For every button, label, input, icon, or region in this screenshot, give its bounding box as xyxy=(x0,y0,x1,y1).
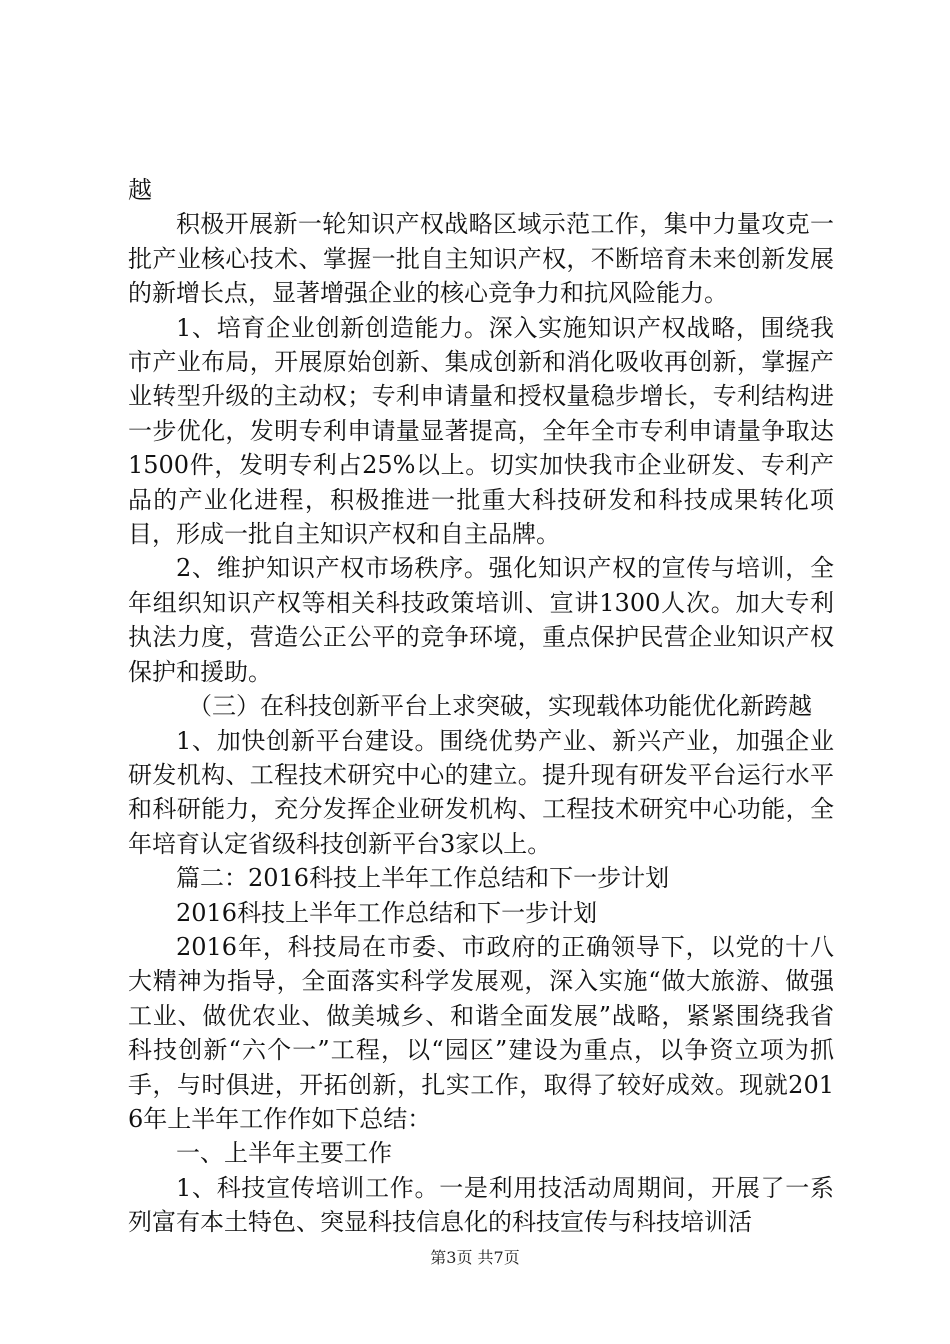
paragraph-item-1: 1、培育企业创新创造能力。深入实施知识产权战略，围绕我市产业布局，开展原始创新、集成创新和消化吸收再创新，掌握产业转型升级的主动权；专利申请量和授权量稳步增长，专利结构进一步优化，发明专利申请量显著提高，全年全市专利申请量争取达1500件，发明专利占25%以上。切实加快我市企业研发、专利产品的产业化进程，积极推进一批重大科技研发和科技成果转化项目，形成一批自主知识产权和自主品牌。 xyxy=(128,313,834,549)
paragraph-intro: 积极开展新一轮知识产权战略区域示范工作，集中力量攻克一批产业核心技术、掌握一批自主知识产权，不断培育未来创新发展的新增长点，显著增强企业的核心竞争力和抗风险能力。 xyxy=(128,210,834,308)
paragraph-platform: 1、加快创新平台建设。围绕优势产业、新兴产业，加强企业研发机构、工程技术研究中心的建立。提升现有研发平台运行水平和科研能力，充分发挥企业研发机构、工程技术研究中心功能，全年培育认定省级科技创新平台3家以上。 xyxy=(128,726,834,858)
section-heading-3: （三）在科技创新平台上求突破，实现载体功能优化新跨越 xyxy=(188,692,812,721)
paragraph-continuation: 越 xyxy=(128,176,152,204)
paragraph-item-2: 2、维护知识产权市场秩序。强化知识产权的宣传与培训，全年组织知识产权等相关科技政策培训、宣讲1300人次。加大专利执法力度，营造公正公平的竞争环境，重点保护民营企业知识产权保护和援助。 xyxy=(128,554,834,686)
document-body xyxy=(128,173,834,1240)
article-2-heading: 篇二：2016科技上半年工作总结和下一步计划 xyxy=(176,864,670,893)
page-number-footer: 第3页 共7页 xyxy=(430,1248,520,1267)
paragraph-training: 1、科技宣传培训工作。一是利用技活动周期间，开展了一系列富有本土特色、突显科技信息化的科技宣传与科技培训活 xyxy=(128,1173,834,1237)
article-2-title: 2016科技上半年工作总结和下一步计划 xyxy=(176,898,598,927)
paragraph-summary: 2016年，科技局在市委、市政府的正确领导下，以党的十八大精神为指导，全面落实科学发展观，深入实施“做大旅游、做强工业、做优农业、做美城乡、和谐全面发展”战略，紧紧围绕我省科技创新“六个一”工程，以“园区”建设为重点，以争资立项为抓手，与时俱进，开拓创新，扎实工作，取得了较好成效。现就2016年上半年工作作如下总结： xyxy=(128,932,834,1133)
section-heading-1: 一、上半年主要工作 xyxy=(176,1139,392,1168)
